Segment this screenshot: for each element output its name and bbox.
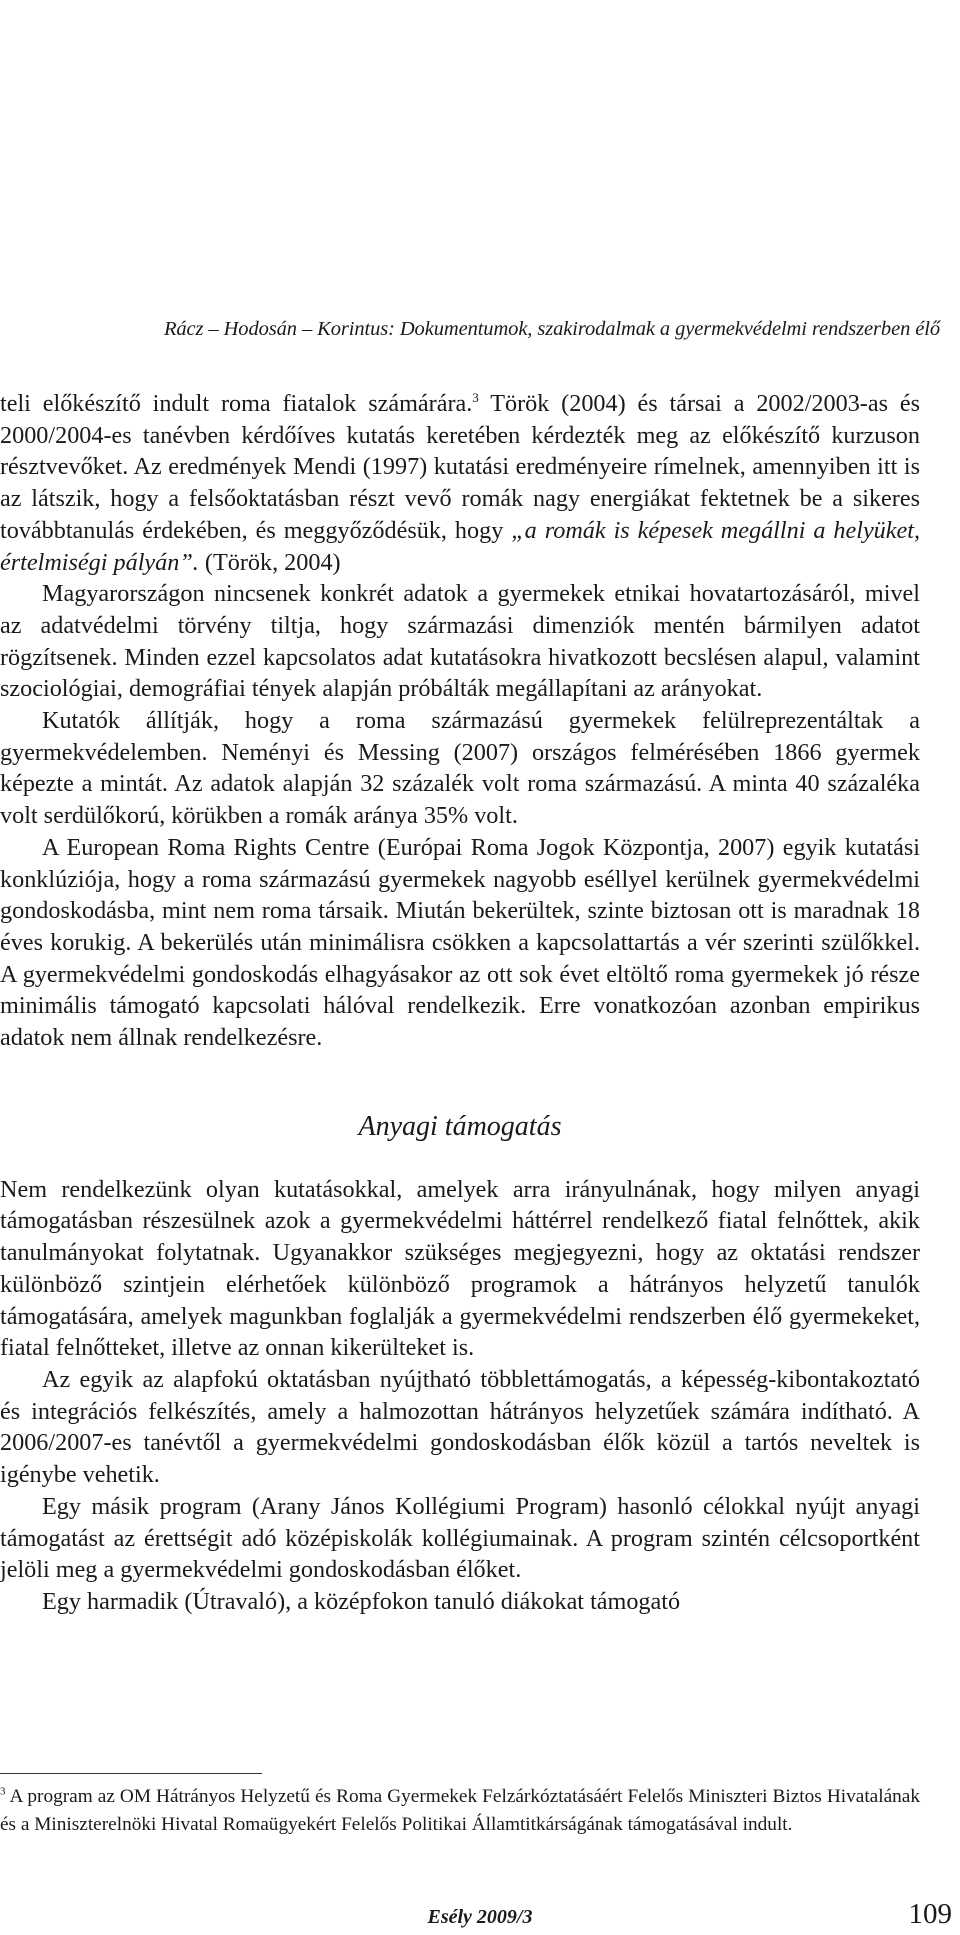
paragraph-6: Az egyik az alapfokú oktatásban nyújtható többlettámogatás, a képesség-kibontakoztató és integrációs felkészítés, amely a halmozottan hátrányos helyzetűek számára indítható. A 2006/2007-es tanévtől a gyermekvédelmi gondoskodásban élők közül a tartós neveltek is igénybe vehetik. — [0, 1365, 920, 1489]
paragraph-1-middle: Török (2004) és társai a 2002/2003-as és 2000/2004-es tanévben kérdőíves kutatás keretében kérdezték meg az előkészítő kurzuson résztvevőket. Az eredmények Mendi (1997) kutatási eredményeire rímelnek, amennyiben itt is az látszik, hogy a felsőoktatásban részt vevő romák nagy energiákat fektetnek be a sikeres továbbtanulás érdekében, és meggyőződésük, hogy — [0, 390, 920, 544]
footnote-number: 3 — [0, 1785, 6, 1798]
footnote-divider — [0, 1773, 262, 1774]
paragraph-1-citation: (Török, 2004) — [198, 548, 341, 576]
paragraph-5: Nem rendelkezünk olyan kutatásokkal, amelyek arra irányulnának, hogy milyen anyagi támogatásban részesülnek azok a gyermekvédelmi háttérrel rendelkező fiatal felnőttek, akik tanulmányokat folytatnak. Ugyanakkor szükséges megjegyezni, hogy az oktatási rendszer különböző szintjein elérhetőek különböző programok a hátrányos helyzetű tanulók támogatására, amelyek magunkban foglalják a gyermekvédelmi rendszerben élő gyermekeket, fiatal felnőtteket, illetve az onnan kikerülteket is. — [0, 1175, 920, 1362]
page-number: 109 — [908, 1898, 952, 1930]
paragraph-1-start: teli előkészítő indult roma fiatalok számárára. — [0, 390, 473, 417]
paragraph-4: A European Roma Rights Centre (Európai Roma Jogok Központja, 2007) egyik kutatási konklúziója, hogy a roma származású gyermekek nagyobb eséllyel kerülnek gyermekvédelmi gondoskodásba, mint nem roma társaik. Miután bekerültek, szinte biztosan ott is maradnak 18 éves korukig. A bekerülés után minimálisra csökken a kapcsolattartás a vér szerinti szülőkkel. A gyermekvédelmi gondoskodás elhagyásakor az ott sok évet eltöltő roma gyermekek jó része minimális támogató kapcsolati hálóval rendelkezik. Erre vonatkozóan azonban empirikus adatok nem állnak rendelkezésre. — [0, 833, 920, 1052]
paragraph-2: Magyarországon nincsenek konkrét adatok a gyermekek etnikai hovatartozásáról, mivel az adatvédelmi törvény tiltja, hogy származási dimenziók mentén bármilyen adatot rögzítsenek. Minden ezzel kapcsolatos adat kutatásokra hivatkozott becslésen alapul, valamint szociológiai, demográfiai tények alapján próbálták megállapítani az arányokat. — [0, 580, 920, 703]
paragraph-1 — [0, 388, 920, 578]
footnote-text: A program az OM Hátrányos Helyzetű és Roma Gyermekek Felzárkóztatásáért Felelős Miniszteri Biztos Hivatalának és a Miniszterelnöki Hivatal Romaügyekért Felelős Politikai Államtitkárságának támogatásával indult. — [0, 1786, 920, 1835]
paragraph-7: Egy másik program (Arany János Kollégiumi Program) hasonló célokkal nyújt anyagi támogatást az érettségit adó középiskolák kollégiumainak. A program szintén célcsoportként jelöli meg a gyermekvédelmi gondoskodásban élőket. — [0, 1492, 920, 1584]
footnote — [0, 1783, 920, 1839]
paragraph-8: Egy harmadik (Útravaló), a középfokon tanuló diákokat támogató — [42, 1587, 681, 1615]
body-text — [0, 388, 920, 1618]
paragraph-3: Kutatók állítják, hogy a roma származású gyermekek felülreprezentáltak a gyermekvédelemben. Neményi és Messing (2007) országos felmérésében 1866 gyermek képezte a mintát. Az adatok alapján 32 százalék volt roma származású. A minta 40 százaléka volt serdülőkorú, körükben a romák aránya 35% volt. — [0, 707, 920, 830]
footnote-reference[interactable]: 3 — [472, 389, 479, 405]
journal-name: Esély 2009/3 — [427, 1906, 533, 1928]
section-title: Anyagi támogatás — [358, 1110, 562, 1142]
paragraph-1-quote: „a romák is képesek megállni a helyüket, értelmiségi pályán”. — [0, 516, 921, 576]
running-header: Rácz – Hodosán – Korintus: Dokumentumok, szakirodalmak a gyermekvédelmi rendszerben élő — [163, 318, 940, 340]
